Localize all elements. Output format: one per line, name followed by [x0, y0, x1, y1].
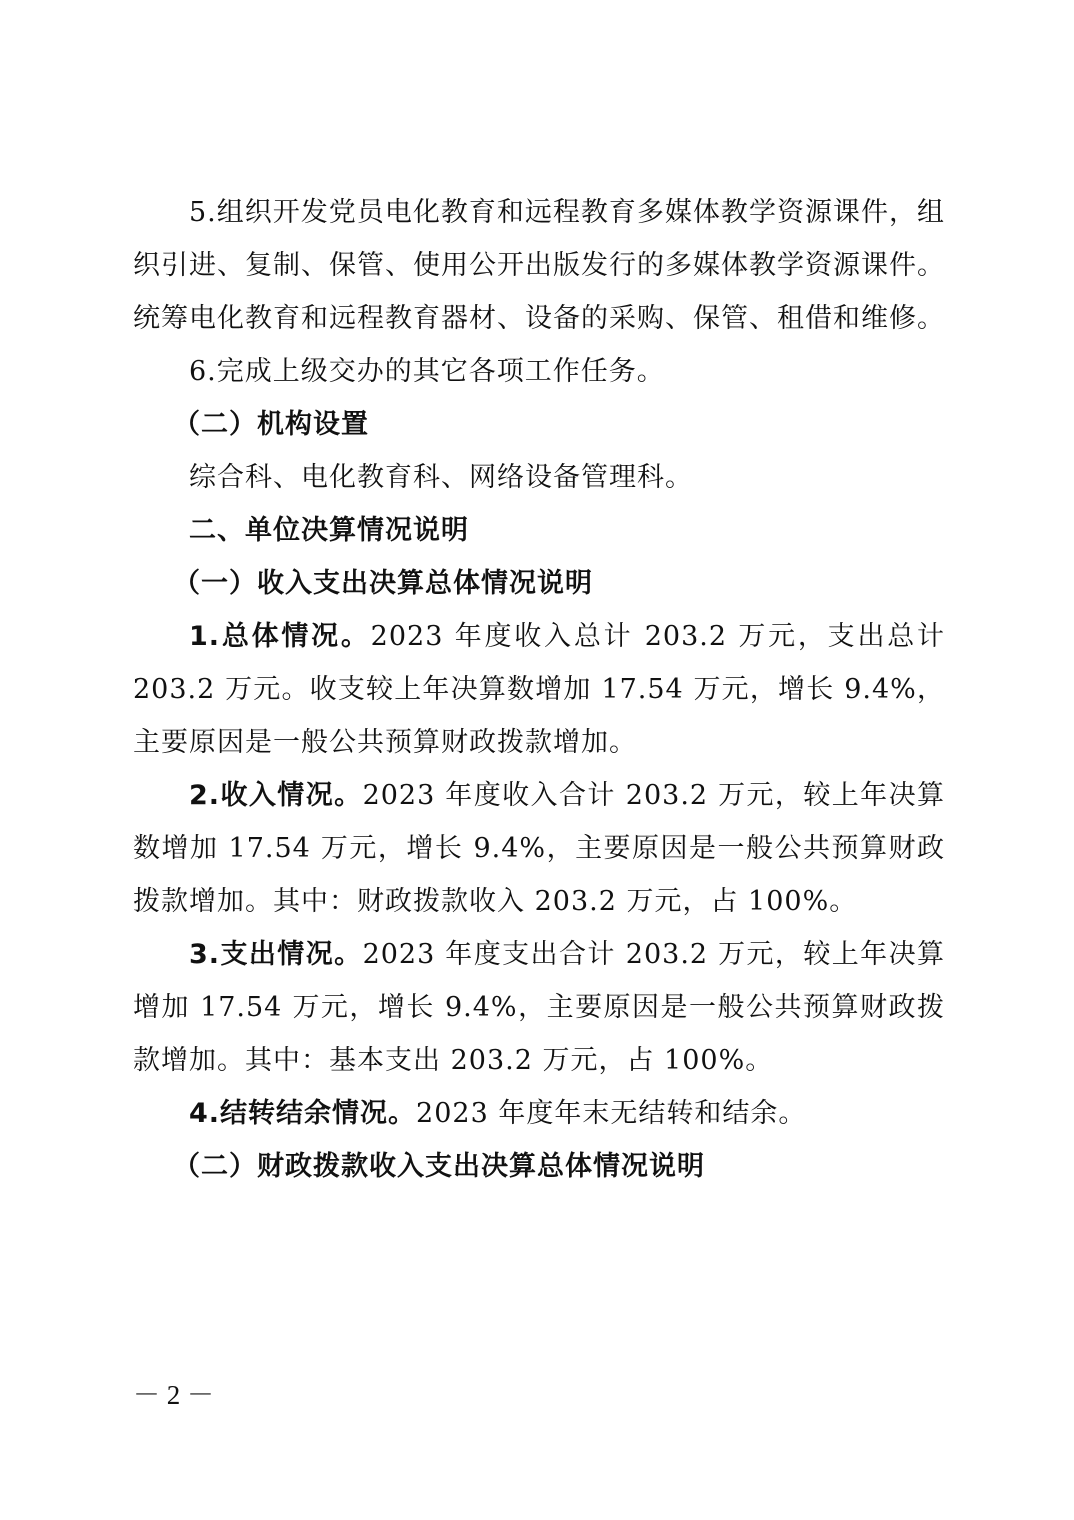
text-overall: 2023 年度收入总计 203.2 万元，支出总计 203.2 万元。收支较上年决算数增加 17.54 万元，增长 9.4%，主要原因是一般公共预算财政拨款增加。 [133, 621, 945, 758]
document-body [133, 186, 945, 1193]
paragraph-org-structure: 综合科、电化教育科、网络设备管理科。 [189, 462, 693, 493]
text-balance: 2023 年度年末无结转和结余。 [416, 1098, 807, 1129]
heading-section-2: 二、单位决算情况说明 [189, 515, 469, 546]
paragraph-income [133, 769, 945, 928]
page-number: － 2 － [133, 1380, 214, 1410]
heading-section-2-1: （一）收入支出决算总体情况说明 [173, 568, 593, 599]
paragraph-duty-5: 5.组织开发党员电化教育和远程教育多媒体教学资源课件，组织引进、复制、保管、使用公开出版发行的多媒体教学资源课件。统筹电化教育和远程教育器材、设备的采购、保管、租借和维修。 [133, 197, 945, 334]
text-income: 2023 年度收入合计 203.2 万元，较上年决算数增加 17.54 万元，增长 9.4%，主要原因是一般公共预算财政拨款增加。其中：财政拨款收入 203.2 万元，占 100%。 [133, 780, 945, 917]
paragraph-duty-6: 6.完成上级交办的其它各项工作任务。 [189, 356, 665, 387]
paragraph-expenditure [133, 928, 945, 1087]
lead-income: 2.收入情况。 [189, 780, 363, 811]
paragraph-overall [133, 610, 945, 769]
text-expenditure: 2023 年度支出合计 203.2 万元，较上年决算增加 17.54 万元，增长 9.4%，主要原因是一般公共预算财政拨款增加。其中：基本支出 203.2 万元，占 100%。 [133, 939, 945, 1076]
lead-expenditure: 3.支出情况。 [189, 939, 363, 970]
lead-overall: 1.总体情况。 [189, 621, 371, 652]
lead-balance: 4.结转结余情况。 [189, 1098, 417, 1129]
paragraph-balance [133, 1087, 945, 1140]
heading-section-2-2: （二）财政拨款收入支出决算总体情况说明 [173, 1151, 705, 1182]
heading-org-structure: （二）机构设置 [173, 409, 369, 440]
